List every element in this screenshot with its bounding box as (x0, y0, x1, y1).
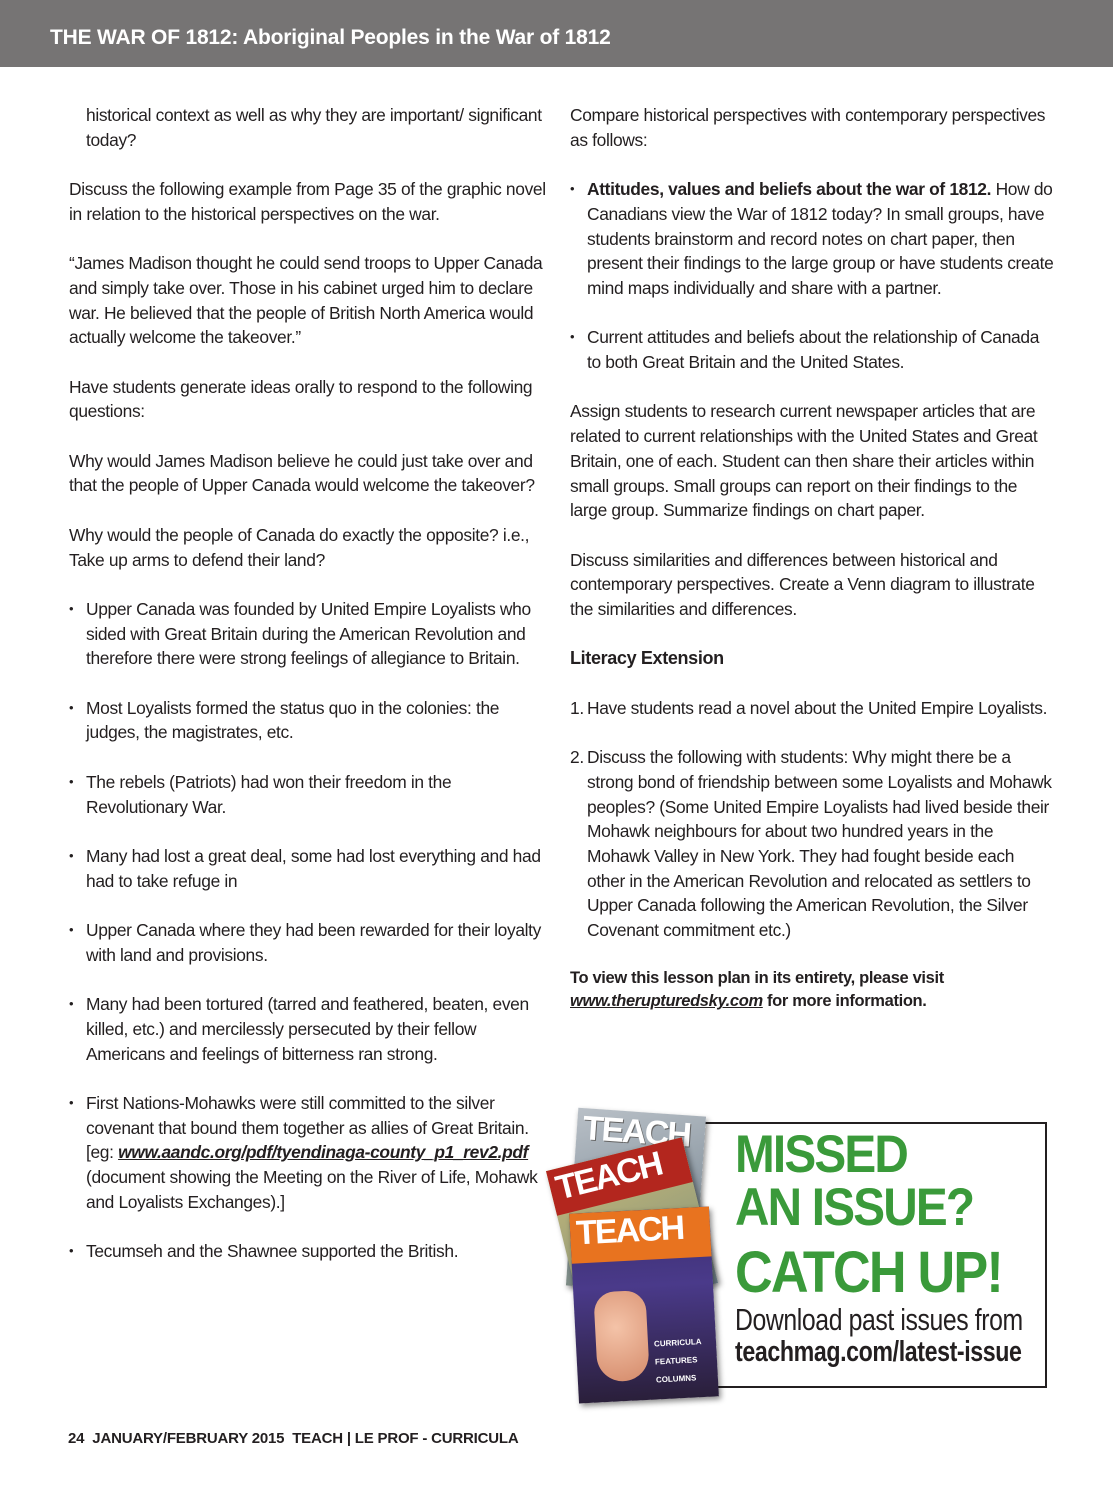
page-footer (68, 1430, 518, 1447)
bullet-icon: • (69, 996, 74, 1012)
list-item-text: Many had been tortured (tarred and feathered, beaten, even killed, etc.) and mercilessly persecuted by their fellow Americans and feelings of bitterness ran strong. (86, 994, 529, 1064)
list-number: 1. (570, 697, 584, 718)
rupturedsky-link[interactable]: www.therupturedsky.com (570, 992, 763, 1011)
list-item (69, 844, 554, 893)
assign-paragraph: Assign students to research current newspaper articles that are related to current relationships with the United States and Great Britain, one of each. Student can then share their articles within small groups. Small groups can report on their findings to the large group. Summarize findings on chart paper. (570, 401, 1038, 521)
page-header-bar (0, 0, 1113, 67)
list-item (69, 770, 554, 819)
generate-ideas-paragraph: Have students generate ideas orally to respond to the following questions: (69, 376, 533, 422)
question-1: Why would James Madison believe he could just take over and that the people of Upper Canada would welcome the takeover? (69, 450, 535, 496)
list-item (570, 325, 1055, 374)
list-item (69, 1091, 554, 1215)
bullet-icon: • (69, 773, 74, 789)
list-item-text: (document showing the Meeting on the River of Life, Mohawk and Loyalists Exchanges).] (86, 1167, 538, 1212)
similarities-paragraph: Discuss similarities and differences between historical and contemporary perspectives. Create a Venn diagram to illustrate the similarities and differences. (570, 549, 1035, 619)
lesson-plan-cta (570, 967, 1055, 1013)
cover-blurb-line: CURRICULA (653, 1337, 702, 1349)
left-column (69, 103, 554, 1289)
page-number: 24 (68, 1430, 85, 1447)
list-item-text: Current attitudes and beliefs about the relationship of Canada to both Great Britain and the United States. (587, 327, 1040, 372)
magazine-covers-image (551, 1109, 728, 1402)
list-item-text: Upper Canada was founded by United Empire Loyalists who sided with Great Britain during the American Revolution and therefore there were strong feelings of allegiance to Britain. (86, 598, 531, 669)
compare-paragraph: Compare historical perspectives with contemporary perspectives as follows: (570, 105, 1046, 150)
list-item (69, 992, 554, 1066)
bullet-icon: • (69, 699, 74, 715)
ad-headline-line: MISSED (735, 1125, 908, 1184)
left-bullet-list (69, 597, 554, 1264)
cover-masthead: TEACH (569, 1206, 711, 1263)
footer-text: JANUARY/FEBRUARY 2015 TEACH | LE PROF - CURRICULA (92, 1430, 519, 1447)
list-item-text: Most Loyalists formed the status quo in the colonies: the judges, the magistrates, etc. (86, 697, 500, 743)
list-item (69, 918, 554, 967)
cta-text: To view this lesson plan in its entirety, please visit (570, 969, 944, 988)
bullet-icon: • (69, 600, 74, 616)
list-item-text: First Nations-Mohawks were still committed to the silver covenant that bound them together as allies of Great Britain. [eg: (86, 1092, 529, 1163)
bullet-icon: • (69, 847, 74, 863)
discuss-paragraph: Discuss the following example from Page 35 of the graphic novel in relation to the historical perspectives on the war. (69, 179, 546, 224)
list-item-text: Discuss the following with students: Why might there be a strong bond of friendship between some Loyalists and Mohawk peoples? (Some United Empire Loyalists had lived beside their Mohawk neighbours for about two hundred years in the Mohawk Valley in New York. They had fought beside each other in the American Revolution and relocated as settlers to Upper Canada following the American Revolution, the Silver Covenant commitment etc.) (587, 747, 1052, 941)
question-2: Why would the people of Canada do exactly the opposite? i.e., Take up arms to defend their land? (69, 524, 530, 570)
ad-text-block (735, 1125, 1055, 1368)
list-item (69, 597, 554, 671)
list-item-text: Upper Canada where they had been rewarded for their loyalty with land and provisions. (86, 920, 541, 965)
bullet-icon: • (570, 181, 575, 197)
attitudes-heading: Attitudes, values and beliefs about the war of 1812. (587, 179, 992, 200)
list-item-text: Many had lost a great deal, some had lost everything and had had to take refuge in (86, 845, 541, 891)
list-item-text: The rebels (Patriots) had won their freedom in the Revolutionary War. (86, 771, 452, 817)
ad-download-text: Download past issues from (735, 1302, 1023, 1337)
bullet-icon: • (570, 329, 575, 345)
bullet-icon: • (69, 922, 74, 938)
list-item-text: Have students read a novel about the United Empire Loyalists. (587, 697, 1048, 718)
cover-blurb (654, 1337, 704, 1385)
list-item (69, 1239, 554, 1264)
aandc-pdf-link[interactable]: www.aandc.org/pdf/tyendinaga-county_p1_rev2.pdf (118, 1142, 529, 1163)
list-item (570, 177, 1055, 301)
magazine-cover (569, 1206, 719, 1403)
ad-headline-line: AN ISSUE? (735, 1178, 974, 1237)
page-title: THE WAR OF 1812: Aboriginal Peoples in the War of 1812 (50, 26, 611, 49)
ad-url-link[interactable]: teachmag.com/latest-issue (735, 1336, 1022, 1368)
cta-text: for more information. (762, 992, 927, 1011)
cover-blurb-line: FEATURES (654, 1355, 698, 1367)
intro-continuation: historical context as well as why they are important/ significant today? (86, 105, 542, 150)
cover-blurb-line: COLUMNS (655, 1373, 697, 1385)
list-number: 2. (570, 747, 584, 768)
list-item-text: How do Canadians view the War of 1812 today? In small groups, have students brainstorm and record notes on chart paper, then present their findings to the large group or have students create mind maps individually and share with a partner. (587, 179, 1054, 298)
hand-illustration (593, 1290, 650, 1383)
madison-quote: “James Madison thought he could send troops to Upper Canada and simply take over. Those in his cabinet urged him to declare war. He believed that the people of British North America would actually welcome the takeover.” (69, 253, 543, 348)
literacy-numbered-list (570, 696, 1055, 943)
list-item-text: Tecumseh and the Shawnee supported the British. (86, 1241, 459, 1262)
list-item (570, 696, 1055, 721)
ad-catch-up: CATCH UP! (735, 1240, 1003, 1305)
bullet-icon: • (69, 1094, 74, 1110)
bullet-icon: • (69, 1243, 74, 1259)
cover-masthead: TEACH (581, 1109, 692, 1155)
right-bullet-list (570, 177, 1055, 375)
list-item (69, 696, 554, 745)
cover-masthead: TEACH (546, 1137, 693, 1216)
literacy-extension-heading: Literacy Extension (570, 648, 724, 669)
right-column (570, 103, 1055, 1013)
list-item (570, 745, 1055, 943)
